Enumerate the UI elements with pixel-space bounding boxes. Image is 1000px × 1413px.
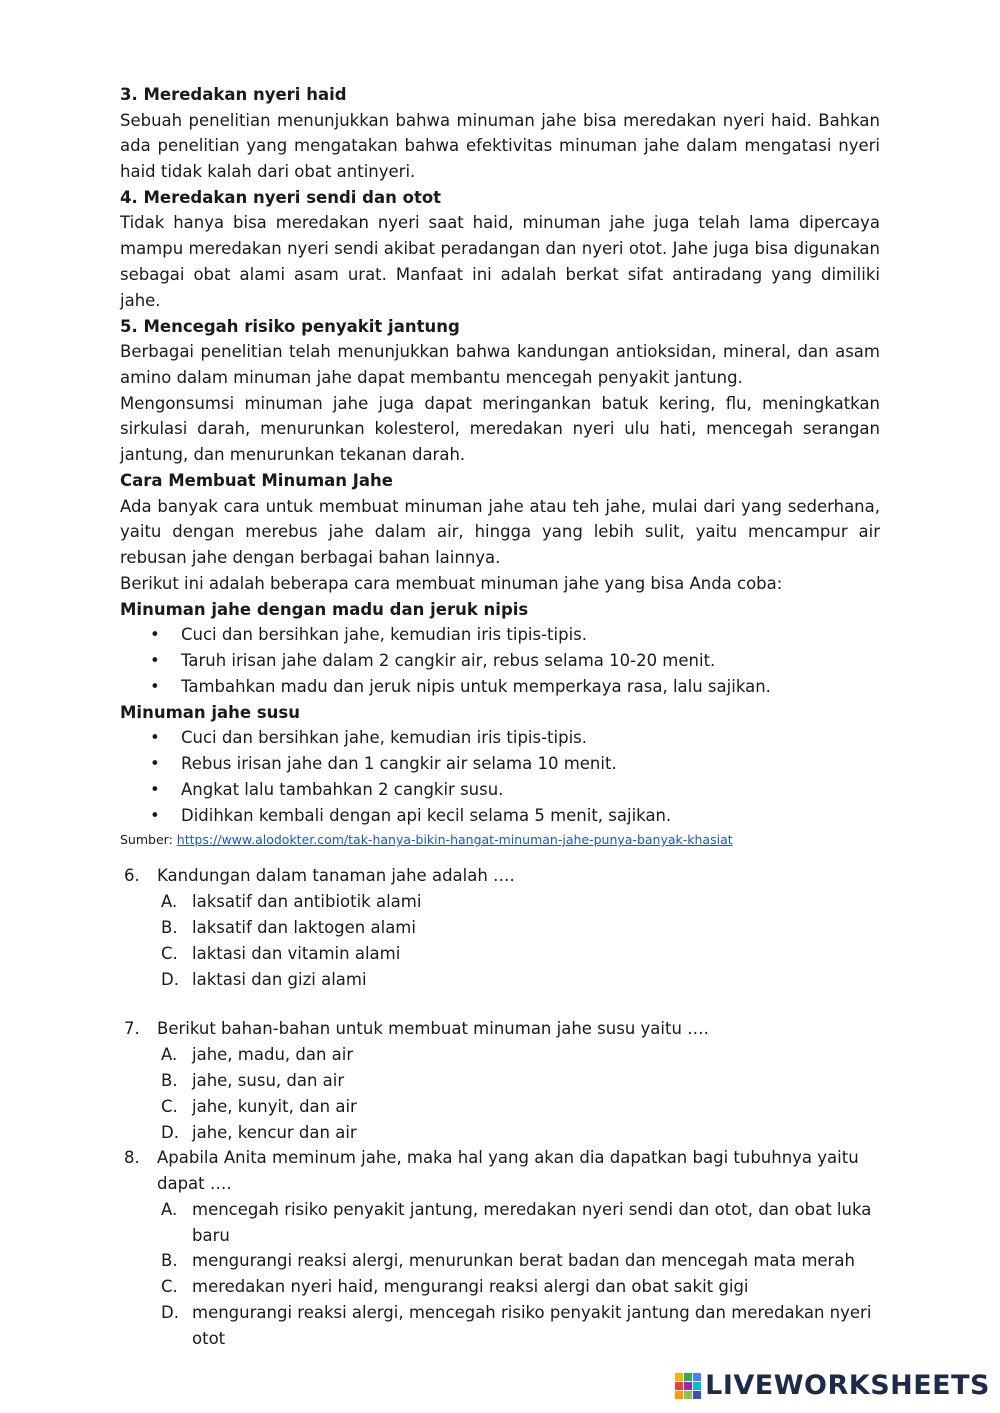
question-number: 6. bbox=[124, 866, 140, 886]
recipe-2-steps bbox=[120, 725, 880, 828]
bullet-icon: • bbox=[150, 625, 160, 645]
question-7 bbox=[120, 1016, 880, 1042]
list-item: • Cuci dan bersihkan jahe, kemudian iris tipis-tipis. bbox=[120, 622, 880, 648]
option-a[interactable]: A. mencegah risiko penyakit jantung, meredakan nyeri sendi dan otot, dan obat luka baru bbox=[161, 1199, 872, 1245]
option-c[interactable]: C. jahe, kunyit, dan air bbox=[161, 1096, 357, 1116]
bullet-icon: • bbox=[150, 805, 160, 825]
option-d[interactable]: D. laktasi dan gizi alami bbox=[161, 969, 367, 989]
source-line bbox=[120, 830, 880, 849]
option-a[interactable]: A. jahe, madu, dan air bbox=[161, 1045, 354, 1065]
question-6-options bbox=[120, 889, 880, 992]
bullet-icon: • bbox=[150, 676, 160, 696]
option-c[interactable]: C. meredakan nyeri haid, mengurangi reaksi alergi dan obat sakit gigi bbox=[161, 1277, 749, 1297]
question-8-options bbox=[120, 1197, 880, 1352]
logo-square bbox=[693, 1382, 701, 1390]
question-text: Kandungan dalam tanaman jahe adalah …. bbox=[157, 866, 515, 886]
question-8 bbox=[120, 1145, 880, 1197]
question-number: 7. bbox=[124, 1019, 140, 1039]
list-item: • Taruh irisan jahe dalam 2 cangkir air, rebus selama 10-20 menit. bbox=[120, 648, 880, 674]
question-text: Apabila Anita meminum jahe, maka hal yang akan dia dapatkan bagi tubuhnya yaitu dapat …. bbox=[157, 1148, 859, 1194]
option-c[interactable]: C. laktasi dan vitamin alami bbox=[161, 943, 401, 963]
option-d[interactable]: D. jahe, kencur dan air bbox=[161, 1122, 357, 1142]
question-6 bbox=[120, 863, 880, 889]
cara-body: Ada banyak cara untuk membuat minuman jahe atau teh jahe, mulai dari yang sederhana, yaitu dengan merebus jahe dalam air, hingga yang lebih sulit, yaitu mencampur air rebusan jahe dengan berbagai bahan lainnya. bbox=[120, 496, 880, 568]
logo-text: LIVEWORKSHEETS bbox=[705, 1370, 990, 1401]
question-7-options bbox=[120, 1042, 880, 1145]
option-d[interactable]: D. mengurangi reaksi alergi, mencegah risiko penyakit jantung dan meredakan nyeri otot bbox=[161, 1303, 872, 1348]
logo-square bbox=[684, 1373, 692, 1381]
section-heading-5: 5. Mencegah risiko penyakit jantung bbox=[120, 316, 460, 336]
logo-square bbox=[693, 1373, 701, 1381]
list-item: • Rebus irisan jahe dan 1 cangkir air selama 10 menit. bbox=[120, 751, 880, 777]
section-heading-3: 3. Meredakan nyeri haid bbox=[120, 85, 347, 104]
logo-icon bbox=[675, 1373, 701, 1399]
question-text: Berikut bahan-bahan untuk membuat minuman jahe susu yaitu …. bbox=[157, 1019, 709, 1039]
section-body-5b: Mengonsumsi minuman jahe juga dapat meringankan batuk kering, flu, meningkatkan sirkulasi darah, menurunkan kolesterol, meredakan nyeri ulu hati, mencegah serangan jantung, dan menurunkan tekanan darah. bbox=[120, 393, 880, 465]
logo-square bbox=[684, 1382, 692, 1390]
bullet-icon: • bbox=[150, 651, 160, 671]
bullet-icon: • bbox=[150, 728, 160, 748]
list-item: • Tambahkan madu dan jeruk nipis untuk memperkaya rasa, lalu sajikan. bbox=[120, 674, 880, 700]
cara-intro: Berikut ini adalah beberapa cara membuat minuman jahe yang bisa Anda coba: bbox=[120, 573, 783, 593]
option-b[interactable]: B. jahe, susu, dan air bbox=[161, 1070, 345, 1090]
question-number: 8. bbox=[124, 1148, 140, 1168]
recipe-1-heading: Minuman jahe dengan madu dan jeruk nipis bbox=[120, 599, 529, 619]
liveworksheets-logo bbox=[675, 1370, 990, 1401]
list-item: • Angkat lalu tambahkan 2 cangkir susu. bbox=[120, 777, 880, 803]
section-body-3: Sebuah penelitian menunjukkan bahwa minuman jahe bisa meredakan nyeri haid. Bahkan ada penelitian yang mengatakan bahwa efektivitas minuman jahe dalam mengatasi nyeri haid tidak kalah dari obat antinyeri. bbox=[120, 110, 880, 182]
recipe-1-steps bbox=[120, 622, 880, 699]
bullet-icon: • bbox=[150, 779, 160, 799]
worksheet-content bbox=[120, 82, 880, 1352]
cara-heading: Cara Membuat Minuman Jahe bbox=[120, 471, 393, 491]
logo-square bbox=[675, 1382, 683, 1390]
logo-square bbox=[684, 1391, 692, 1399]
bullet-icon: • bbox=[150, 753, 160, 773]
source-link[interactable]: https://www.alodokter.com/tak-hanya-bikin-hangat-minuman-jahe-punya-banyak-khasiat bbox=[176, 832, 733, 848]
section-heading-4: 4. Meredakan nyeri sendi dan otot bbox=[120, 187, 442, 207]
source-label: Sumber: bbox=[120, 832, 177, 848]
logo-square bbox=[675, 1373, 683, 1381]
recipe-2-heading: Minuman jahe susu bbox=[120, 702, 300, 722]
option-b[interactable]: B. mengurangi reaksi alergi, menurunkan berat badan dan mencegah mata merah bbox=[161, 1251, 855, 1271]
option-a[interactable]: A. laksatif dan antibiotik alami bbox=[161, 892, 422, 912]
logo-square bbox=[675, 1391, 683, 1399]
section-body-5: Berbagai penelitian telah menunjukkan bahwa kandungan antioksidan, mineral, dan asam amino dalam minuman jahe dapat membantu mencegah penyakit jantung. bbox=[120, 342, 880, 387]
section-body-4: Tidak hanya bisa meredakan nyeri saat haid, minuman jahe juga telah lama dipercaya mampu meredakan nyeri sendi akibat peradangan dan nyeri otot. Jahe juga bisa digunakan sebagai obat alami asam urat. Manfaat ini adalah berkat sifat antiradang yang dimiliki jahe. bbox=[120, 213, 880, 310]
list-item: • Cuci dan bersihkan jahe, kemudian iris tipis-tipis. bbox=[120, 725, 880, 751]
list-item: • Didihkan kembali dengan api kecil selama 5 menit, sajikan. bbox=[120, 803, 880, 829]
logo-square bbox=[693, 1391, 701, 1399]
option-b[interactable]: B. laksatif dan laktogen alami bbox=[161, 917, 416, 937]
